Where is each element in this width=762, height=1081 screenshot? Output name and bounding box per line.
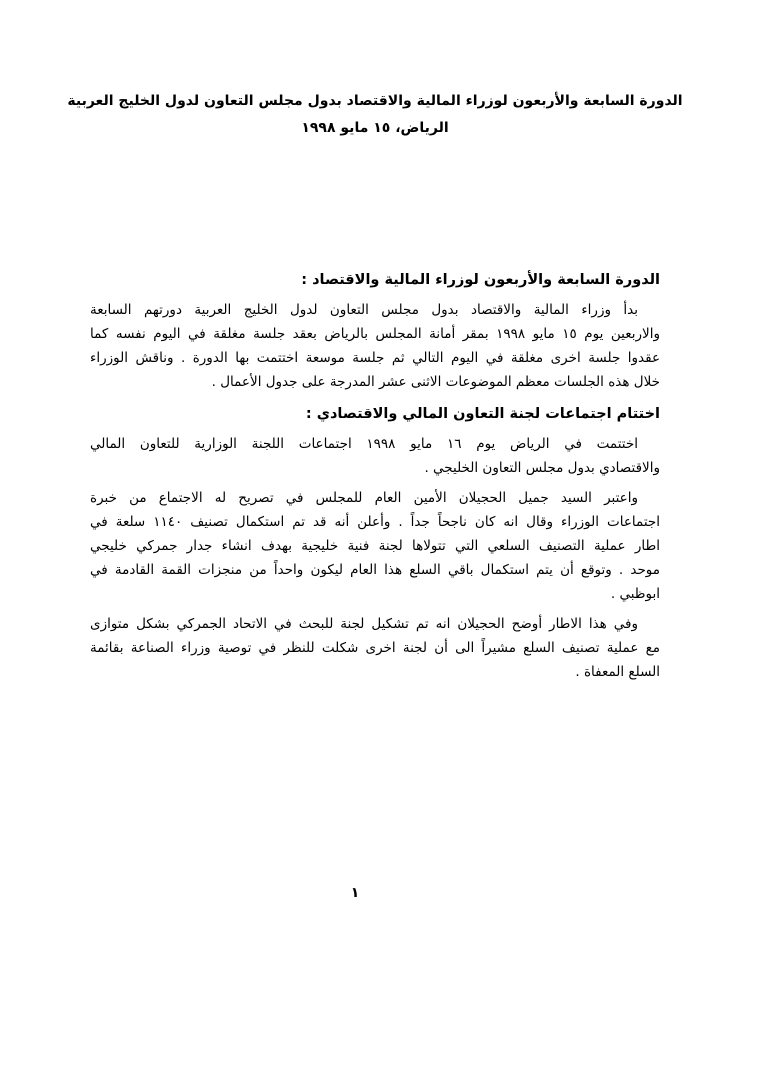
paragraph-line: اجتماعات الوزراء وقال انه كان ناجحاً جداً . وأعلن أنه قد تم استكمال تصنيف ١١٤٠ سلعة في <box>90 514 660 530</box>
document-subtitle-date: الرياض، ١٥ مايو ١٩٩٨ <box>301 120 449 136</box>
paragraph <box>90 612 660 684</box>
document-page <box>67 88 683 684</box>
paragraph-line: اطار عملية التصنيف السلعي التي تتولاها لجنة فنية خليجية بهدف انشاء جدار جمركي خليجي <box>90 538 660 554</box>
paragraph-line: اختتمت في الرياض يوم ١٦ مايو ١٩٩٨ اجتماعات اللجنة الوزارية للتعاون المالي <box>90 436 638 452</box>
paragraph-line: مع عملية تصنيف السلع مشيراً الى أن لجنة اخرى شكلت للنظر في توصية وزراء الصناعة بقائمة <box>90 640 660 656</box>
paragraph <box>90 298 660 394</box>
paragraph-line: والاقتصادي بدول مجلس التعاون الخليجي . <box>424 460 660 476</box>
paragraph-line: خلال هذه الجلسات معظم الموضوعات الاثنى عشر المدرجة على جدول الأعمال . <box>211 374 660 390</box>
section-heading: الدورة السابعة والأربعون لوزراء المالية والاقتصاد : <box>301 272 660 288</box>
paragraph-line: السلع المعفاة . <box>575 664 660 680</box>
paragraph-line: والاربعين يوم ١٥ مايو ١٩٩٨ بمقر أمانة المجلس بالرياض بعقد جلسة مغلقة في اليوم نفسه كما <box>90 326 660 342</box>
paragraph-line: ابوظبي . <box>610 586 660 602</box>
paragraph-line: بدأ وزراء المالية والاقتصاد بدول مجلس التعاون لدول الخليج العربية دورتهم السابعة <box>90 302 638 318</box>
paragraph <box>90 486 660 606</box>
page-number: ١ <box>350 885 360 901</box>
paragraph-line: موحد . وتوقع أن يتم استكمال باقي السلع هذا العام ليكون واحداً من منجزات القمة القادمة في <box>90 562 660 578</box>
paragraph <box>90 432 660 480</box>
paragraph-line: وفي هذا الاطار أوضح الحجيلان انه تم تشكيل لجنة للبحث في الاتحاد الجمركي بشكل متوازى <box>90 616 638 632</box>
paragraph-line: عقدوا جلسة اخرى مغلقة في اليوم التالي ثم جلسة موسعة اختتمت بها الدورة . وناقش الوزراء <box>90 350 660 366</box>
section-heading: اختتام اجتماعات لجنة التعاون المالي والاقتصادي : <box>305 406 660 422</box>
paragraph-line: واعتبر السيد جميل الحجيلان الأمين العام للمجلس في تصريح له الاجتماع من خبرة <box>90 490 638 506</box>
document-title: الدورة السابعة والأربعون لوزراء المالية والاقتصاد بدول مجلس التعاون لدول الخليج العربية <box>67 93 683 109</box>
